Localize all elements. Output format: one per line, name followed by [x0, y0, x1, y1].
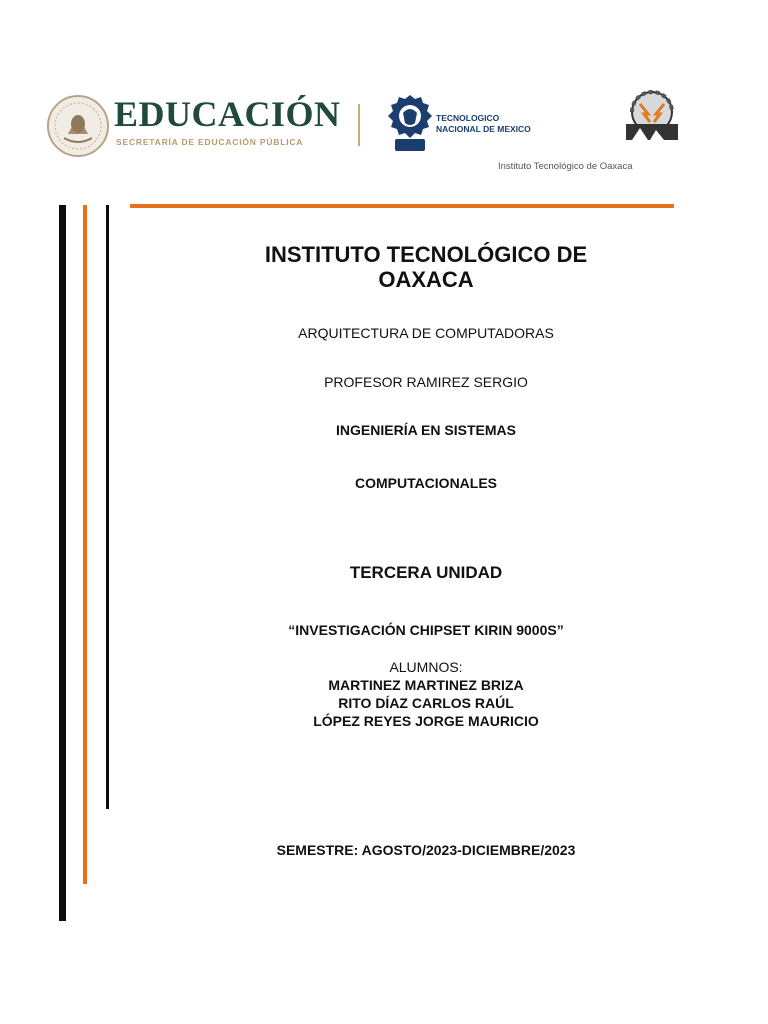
professor: PROFESOR RAMIREZ SERGIO: [324, 374, 528, 390]
mexico-seal-logo: [46, 94, 110, 158]
career-line-2: COMPUTACIONALES: [354, 475, 498, 491]
ito-logo: [620, 90, 684, 148]
ito-caption: Instituto Tecnológico de Oaxaca: [498, 161, 633, 172]
title-line-1: INSTITUTO TECNOLÓGICO DE: [264, 242, 588, 267]
tecnm-line2: NACIONAL DE MEXICO: [436, 124, 531, 134]
tecnm-line1: TECNOLOGICO: [436, 113, 500, 123]
students-label: ALUMNOS:: [389, 659, 463, 675]
subject: ARQUITECTURA DE COMPUTADORAS: [298, 325, 554, 341]
unit-title: TERCERA UNIDAD: [349, 563, 503, 582]
left-black-bar: [59, 205, 66, 921]
student-name: LÓPEZ REYES JORGE MAURICIO: [313, 713, 539, 729]
student-name: RITO DÍAZ CARLOS RAÚL: [338, 695, 514, 711]
students-block: [176, 658, 676, 730]
institute-title: [176, 242, 676, 292]
top-orange-rule: [130, 204, 674, 208]
title-line-2: OAXACA: [378, 267, 474, 292]
student-name: MARTINEZ MARTINEZ BRIZA: [328, 677, 524, 693]
header-divider: [358, 104, 360, 146]
tecnm-name: [436, 113, 531, 135]
semester: SEMESTRE: AGOSTO/2023-DICIEMBRE/2023: [276, 842, 576, 858]
topic: “INVESTIGACIÓN CHIPSET KIRIN 9000S”: [288, 622, 564, 638]
career-line-1: INGENIERÍA EN SISTEMAS: [336, 422, 516, 438]
left-thin-bar: [106, 205, 109, 809]
tecnm-logo: [387, 93, 433, 155]
left-orange-bar: [83, 205, 87, 884]
sep-subtitle: SECRETARÍA DE EDUCACIÓN PÚBLICA: [116, 137, 304, 147]
sep-title: EDUCACIÓN: [114, 94, 341, 134]
